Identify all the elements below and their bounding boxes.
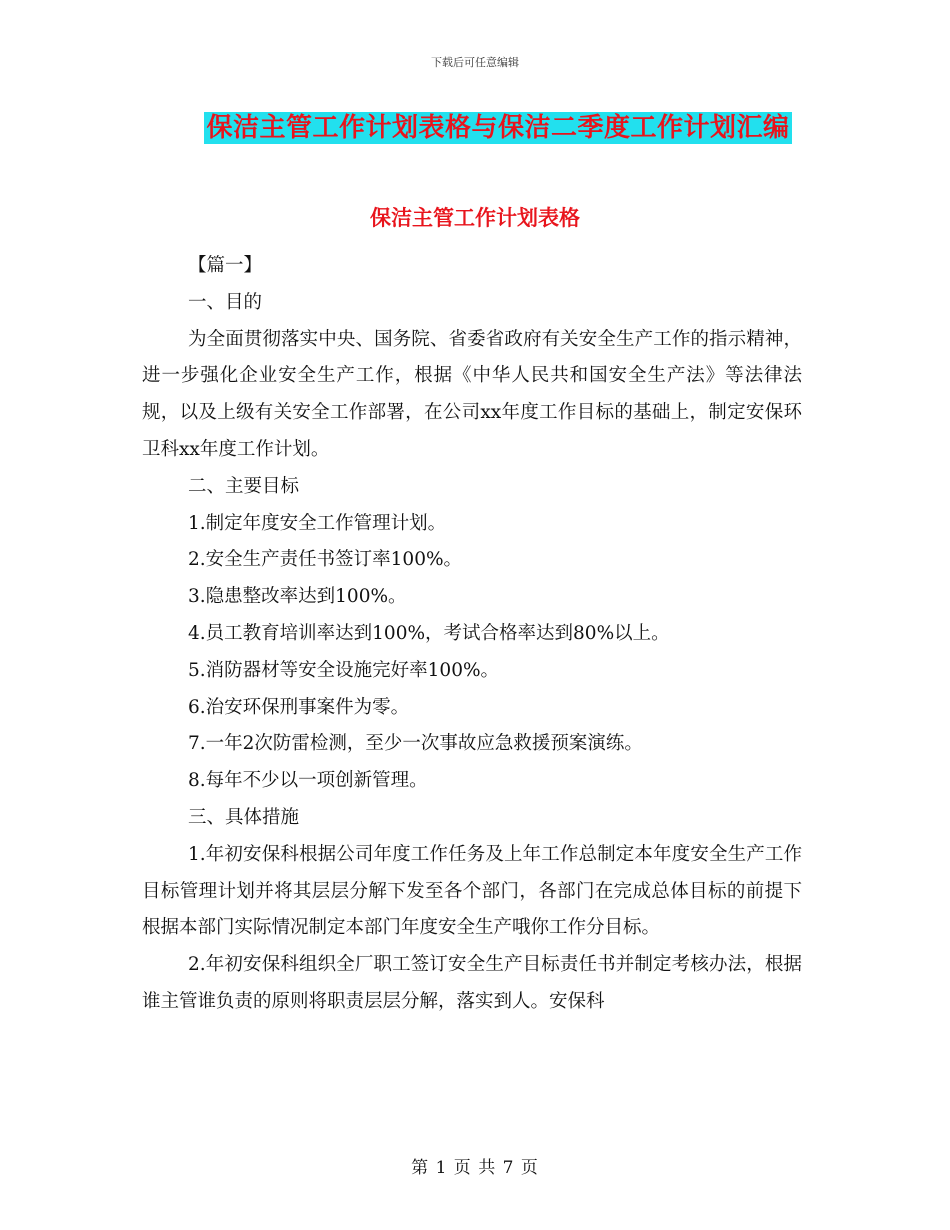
- paragraph: 3.隐患整改率达到100%。: [188, 586, 407, 608]
- paragraph: 【篇一】: [188, 255, 263, 276]
- paragraph: 为全面贯彻落实中央、国务院、省委省政府有关安全生产工作的指示精神，进一步强化企业安全生产工作，根据《中华人民共和国安全生产法》等法律法规，以及上级有关安全工作部署，在公司xx年度工作目标的基础上，制定安保环卫科xx年度工作计划。: [142, 328, 802, 460]
- paragraph: 1.制定年度安全工作管理计划。: [188, 512, 447, 534]
- paragraph: 7.一年2次防雷检测，至少一次事故应急救援预案演练。: [188, 733, 643, 755]
- document-title: 保洁主管工作计划表格与保洁二季度工作计划汇编: [206, 113, 790, 143]
- paragraph: 2.安全生产责任书签订率100%。: [188, 549, 463, 571]
- paragraph: 5.消防器材等安全设施完好率100%。: [188, 659, 500, 681]
- document-title-wrapper: [0, 112, 950, 144]
- paragraph: 一、目的: [188, 291, 263, 313]
- paragraph: 三、具体措施: [188, 806, 300, 828]
- paragraph: 二、主要目标: [188, 475, 300, 497]
- paragraph: 8.每年不少以一项创新管理。: [188, 770, 428, 792]
- paragraph: 4.员工教育培训率达到100%，考试合格率达到80%以上。: [188, 622, 670, 644]
- page-number-footer: 第 1 页 共 7 页: [411, 1158, 539, 1178]
- paragraph: 6.治安环保刑事案件为零。: [188, 696, 410, 718]
- document-body: [142, 248, 802, 1021]
- page-header-note: 下载后可任意编辑: [431, 56, 519, 69]
- paragraph: 1.年初安保科根据公司年度工作任务及上年工作总制定本年度安全生产工作目标管理计划并将其层层分解下发至各个部门，各部门在完成总体目标的前提下根据本部门实际情况制定本部门年度安全生产哦你工作分目标。: [142, 843, 802, 939]
- section-title: 保洁主管工作计划表格: [370, 205, 580, 230]
- paragraph: 2.年初安保科组织全厂职工签订安全生产目标责任书并制定考核办法，根据谁主管谁负责的原则将职责层层分解，落实到人。安保科: [142, 954, 802, 1012]
